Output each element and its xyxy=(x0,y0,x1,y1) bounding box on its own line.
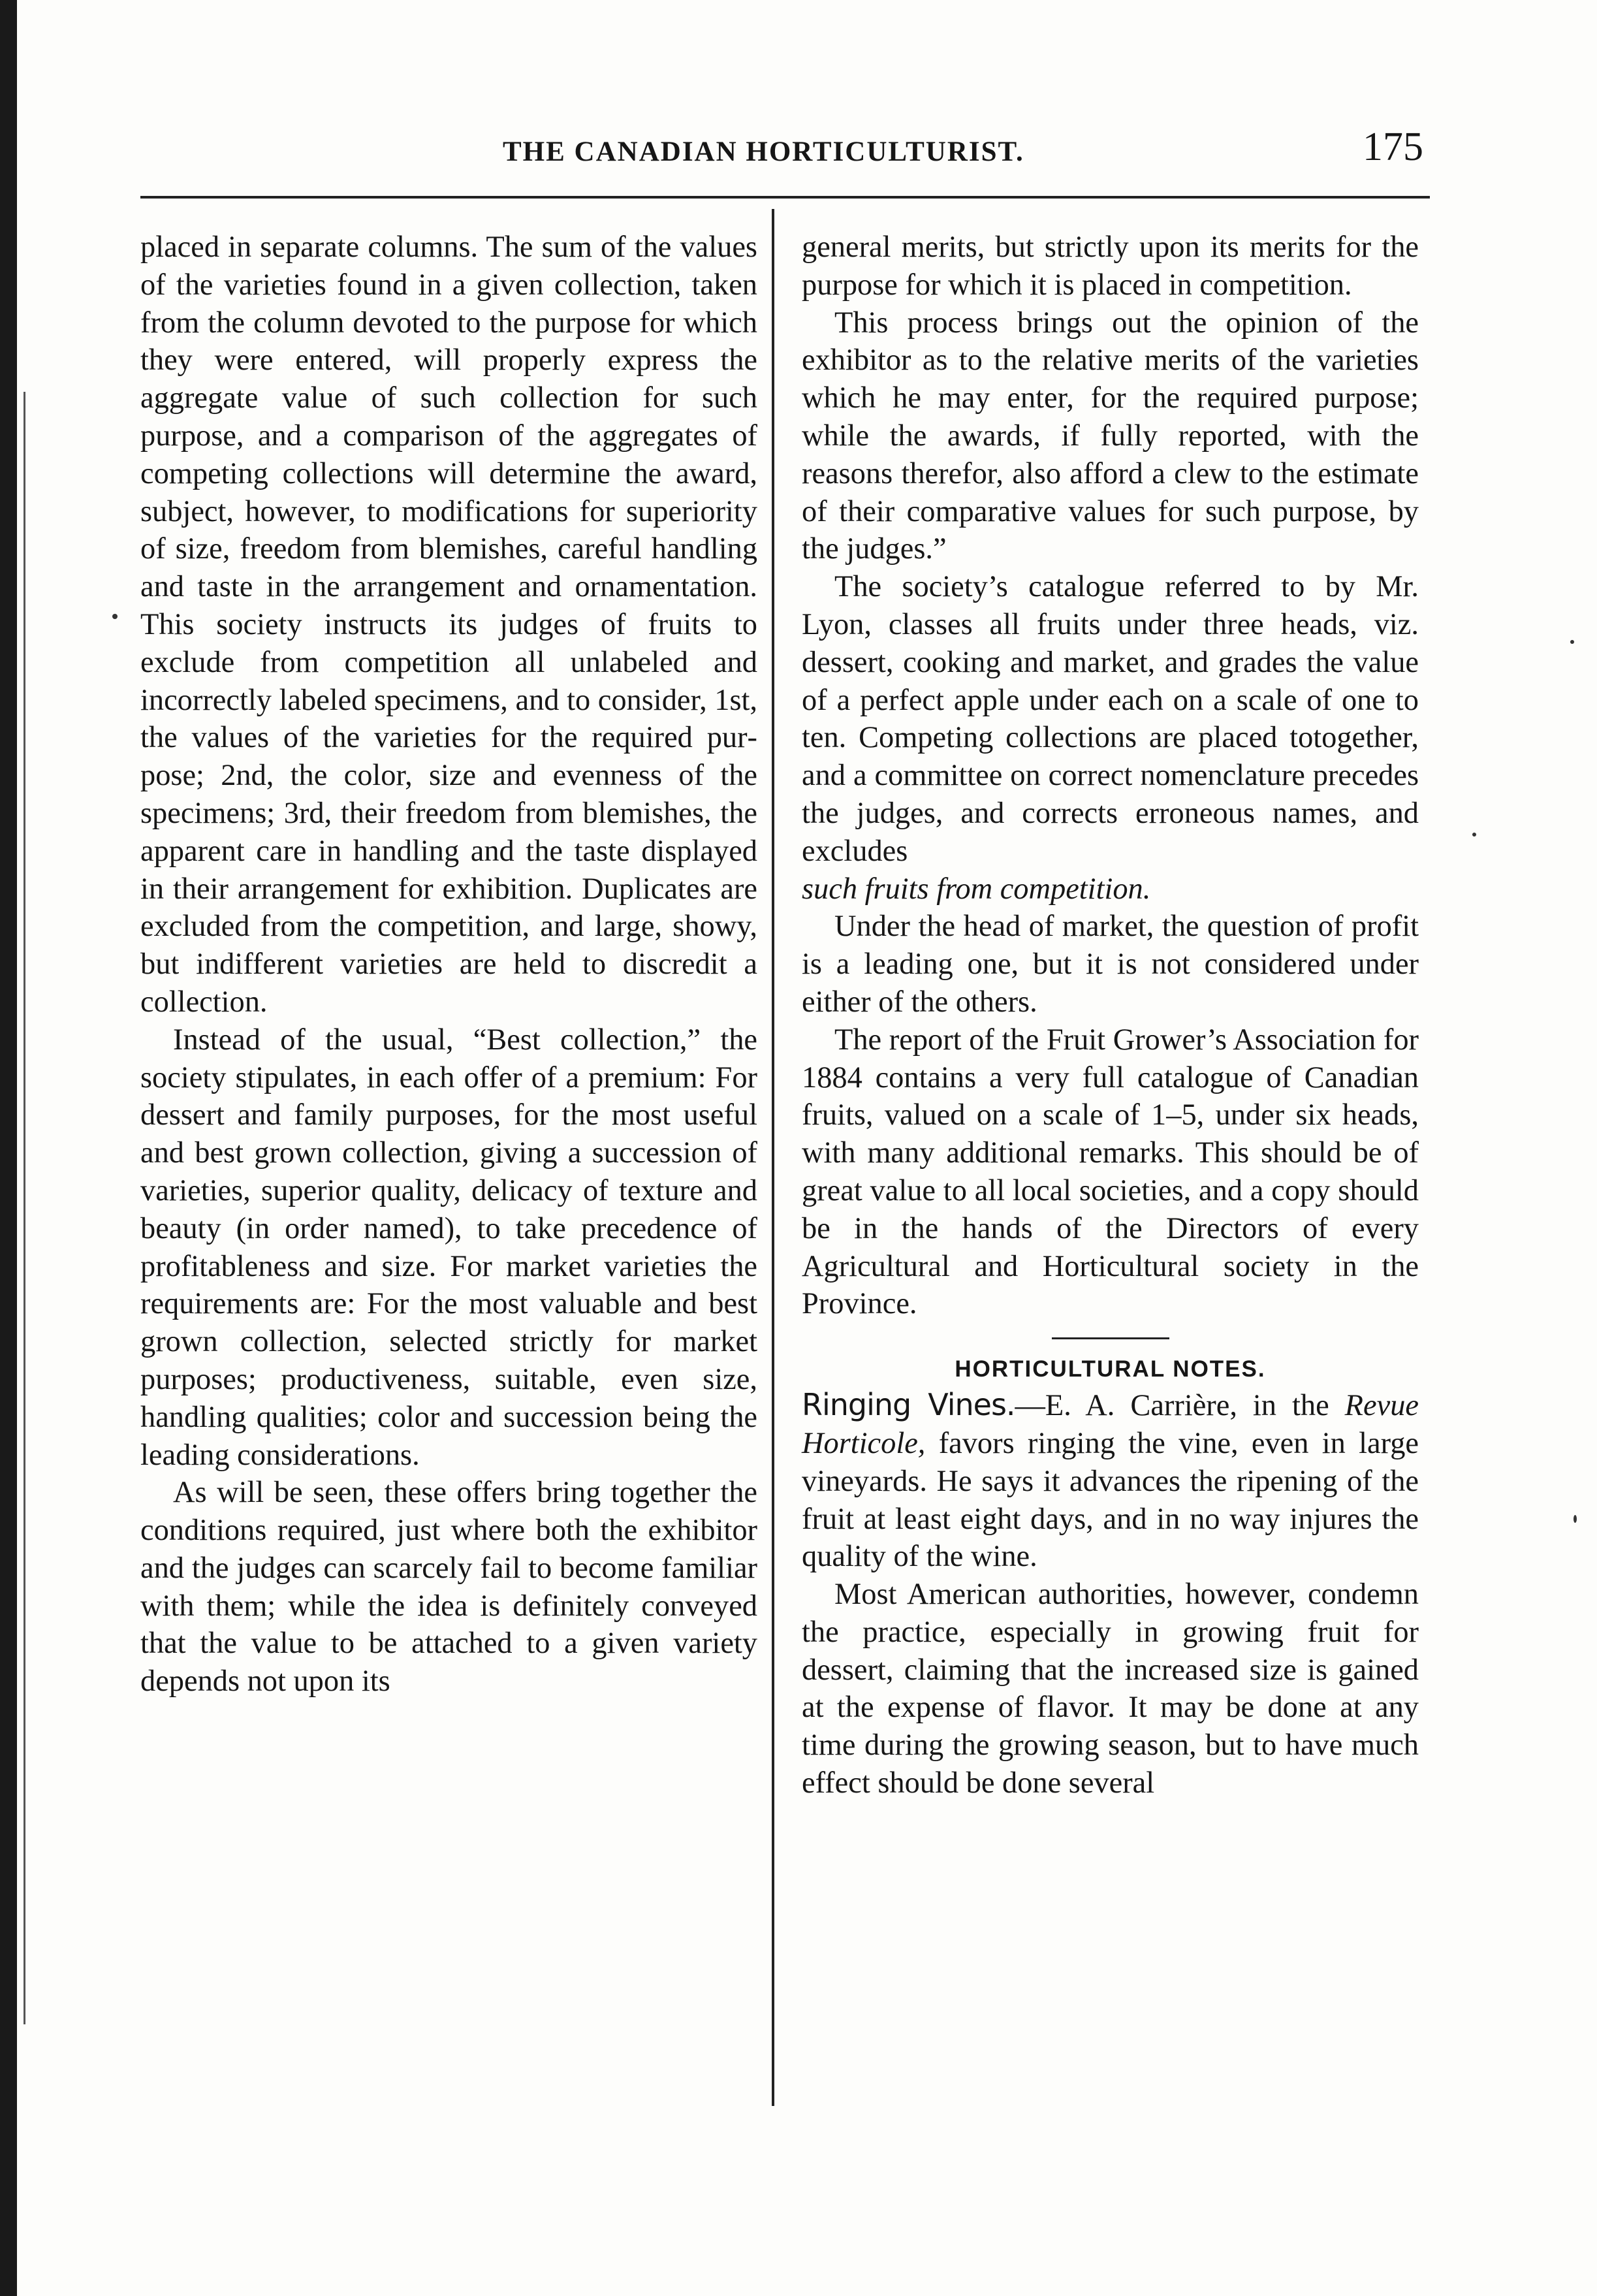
journal-title: Revue Horticole, xyxy=(802,1389,1419,1460)
paragraph-italic-line xyxy=(802,870,1419,908)
right-column xyxy=(802,229,1419,1802)
paragraph: Under the head of market, the question of profit is a leading one, but it is not considered under either of the others. xyxy=(802,910,1419,1019)
paragraph: Instead of the usual, “Best collection,” the society stipulates, in each offer of a premium: For dessert and family purposes, for the most useful and best grown collection, giving a succession of varieties, superior quality, delicacy of texture and beauty (in order named), to take precedence of profitableness and size. For market varieties the requirements are: For the most valuable and best grown collection, selected strictly for market purposes; productiveness, suitable, even size, handling qualities; color and succession being the leading considerations. xyxy=(140,1023,757,1472)
paragraph: This process brings out the opinion of the exhibitor as to the relative merits of the varieties which he may enter, for the required purpose; while the awards, if fully reported, with the reasons therefor, also afford a clew to the estimate of their comparative values for such purpose, by the judges.” xyxy=(802,306,1419,566)
scan-speck xyxy=(1573,1515,1577,1523)
paragraph: Most American authorities, however, condemn the practice, especially in growing fruit for dessert, claiming that the increased size is gained at the expense of flavor. It may be done at any time during the growing season, but to have much effect should be done several xyxy=(802,1578,1419,1800)
scan-speck xyxy=(1570,640,1574,644)
scan-speck xyxy=(112,614,118,619)
section-divider xyxy=(1052,1337,1169,1339)
paragraph: As will be seen, these offers bring together the conditions required, just where both the exhibitor and the judges can scarcely fail to become familiar with them; while the idea is definitely conveyed that the value to be attached to a given variety depends not upon its xyxy=(140,1476,757,1698)
column-divider xyxy=(772,209,774,2106)
report-line-start: The report of the Fruit Grower’s xyxy=(834,1023,1227,1057)
paragraph: placed in separate columns. The sum of the values of the varieties found in a given collection, taken from the column devoted to the purpose for which they were entered, will properly express the aggregate value of such collection for such purpose, and a comparison of the aggregates of competing collections will determine the award, subject, however, to modifications for superiority of size, freedom from blemishes, careful handling and taste in the arrangement and ornamentation. This society instructs its judges of fruits to exclude from competition all unlabeled and incorrectly labeled specimens, and to consider, 1st, the values of the varieties for the required purpose; 2nd, the color, size and evenness of the specimens; 3rd, their freedom from blemishes, the apparent care in handling and the taste displayed in their arrangement for exhibition. Duplicates are excluded from the competition, and large, showy, but indifferent varieties are held to discredit a collection. xyxy=(140,231,757,1019)
section-heading: HORTICULTURAL NOTES. xyxy=(955,1356,1266,1382)
paragraph xyxy=(802,1021,1419,1323)
scan-speck xyxy=(1472,833,1476,837)
page-header xyxy=(137,124,1436,183)
report-line-rest: Association for 1884 contains a very full catalogue of Canadian fruits, valued on a scale of 1–5, under six heads, with many additional remarks. This should be of great value to all local societies, and a copy should be in the hands of the Directors of every Agricultural and Horticultural society in the Province. xyxy=(802,1023,1419,1321)
note-text: —E. A. Carrière, in the xyxy=(1015,1389,1345,1423)
header-rule xyxy=(140,196,1430,199)
running-title: THE CANADIAN HORTICULTURIST. xyxy=(503,136,1024,167)
italic-text: such fruits from competition. xyxy=(802,872,1151,906)
page-binding-shadow xyxy=(24,392,25,2024)
paragraph: general merits, but strictly upon its merits for the purpose for which it is placed in competition. xyxy=(802,231,1419,302)
note-ringing-vines xyxy=(802,1386,1419,1576)
note-text: favors ringing the vine, even in large vineyards. He says it advances the ripening of the fruit at least eight days, and in no way injures the quality of the wine. xyxy=(802,1426,1419,1574)
left-column xyxy=(140,229,757,1700)
page-number: 175 xyxy=(1363,125,1423,169)
page-binding-edge xyxy=(0,0,17,2296)
paragraph: The society’s catalogue referred to by Mr. Lyon, classes all fruits under three heads, viz. dessert, cooking and market, and grades the value of a perfect apple under each on a scale of one to ten. Competing collections are placed totogether, and a committee on correct nomenclature precedes the judges, and corrects erroneous names, and excludes xyxy=(802,570,1419,868)
run-in-heading: Ringing Vines. xyxy=(802,1387,1015,1423)
